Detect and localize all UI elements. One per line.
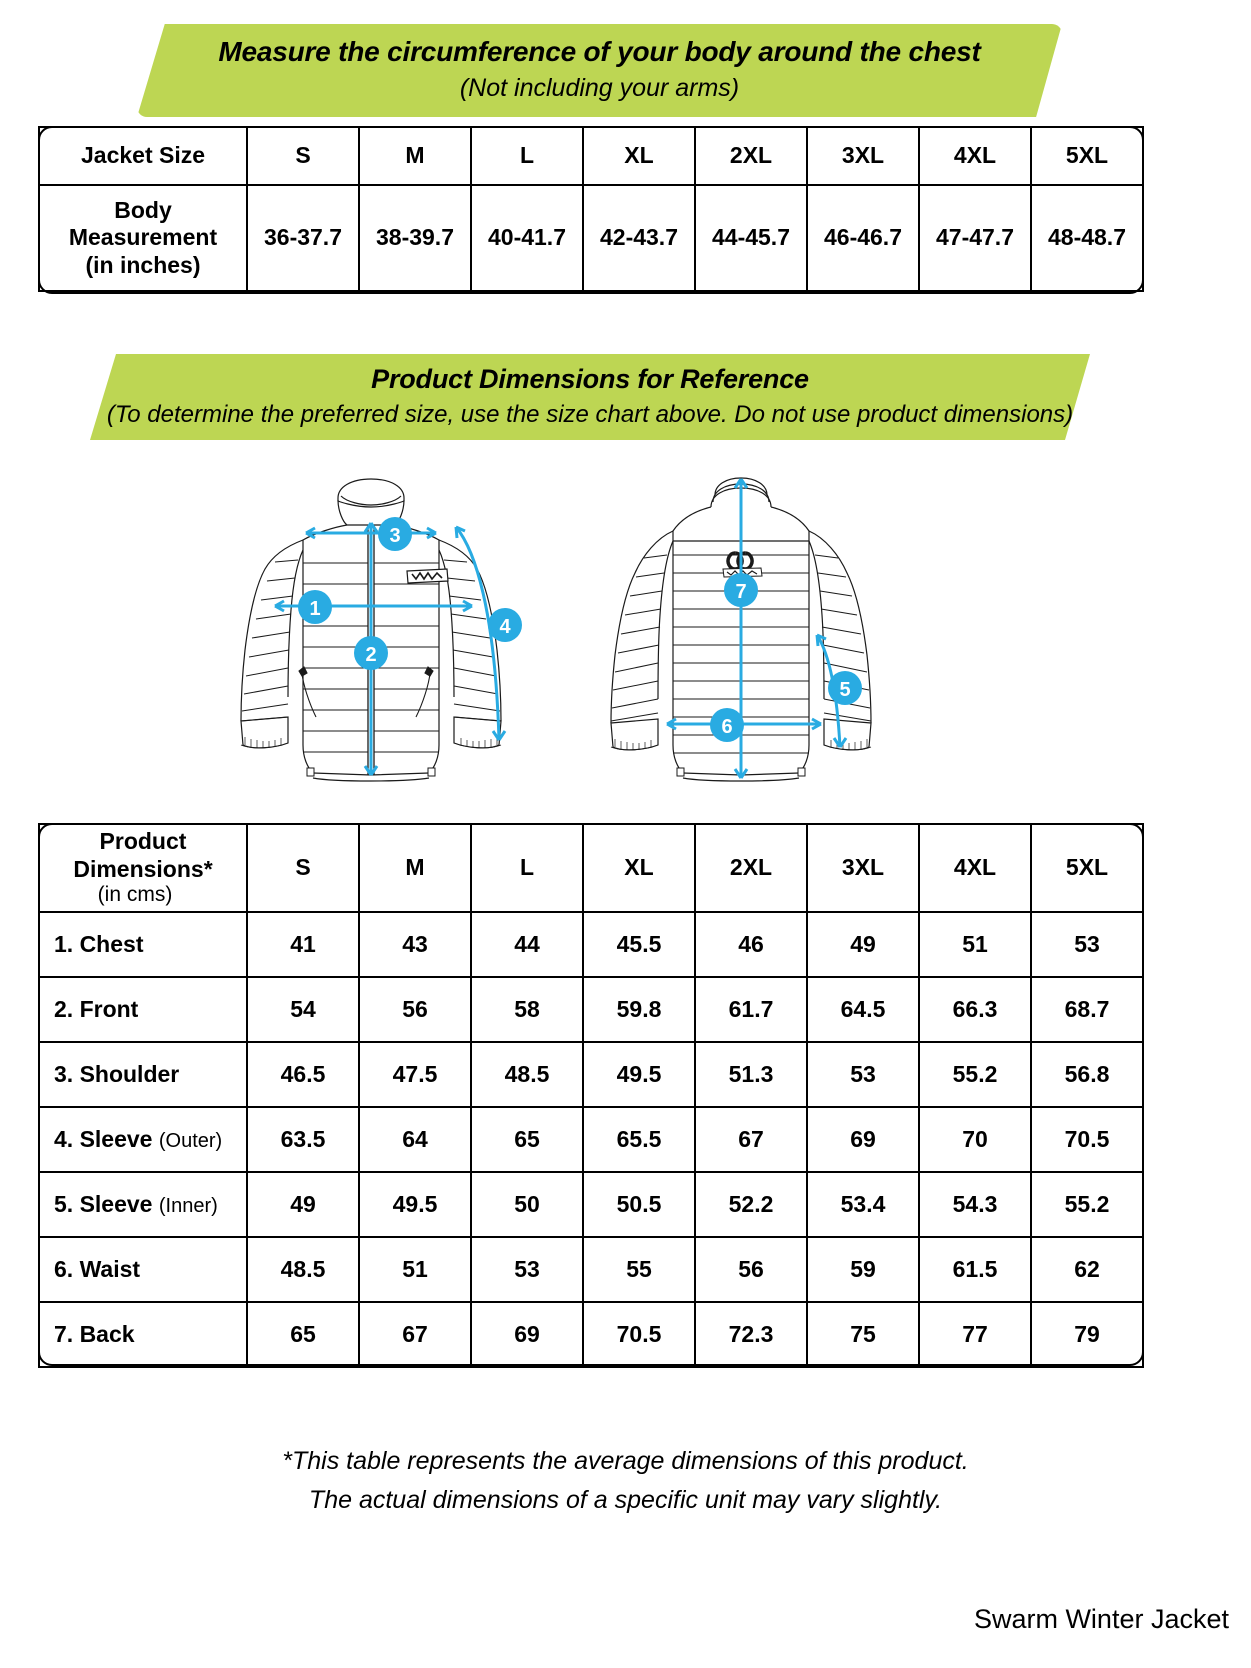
cell: 50.5	[583, 1172, 695, 1237]
callout-2-label: 2	[365, 644, 377, 666]
cell: 41	[247, 912, 359, 977]
product-dimensions-banner	[90, 354, 1090, 440]
header-size-m: M	[359, 127, 471, 185]
header-jacket-size: Jacket Size	[39, 127, 247, 185]
cell-measurement-2xl: 44-45.7	[695, 185, 807, 291]
cell: 53	[1031, 912, 1143, 977]
header-dim-size-5xl: 5XL	[1031, 824, 1143, 912]
table-row	[39, 1237, 1143, 1302]
cell: 49.5	[359, 1172, 471, 1237]
cell: 72.3	[695, 1302, 807, 1367]
cell-measurement-s: 36-37.7	[247, 185, 359, 291]
banner-product-title: Product Dimensions for Reference	[371, 364, 809, 394]
header-dim-size-2xl: 2XL	[695, 824, 807, 912]
cell: 54	[247, 977, 359, 1042]
cell: 49.5	[583, 1042, 695, 1107]
cell-measurement-4xl: 47-47.7	[919, 185, 1031, 291]
cell: 64	[359, 1107, 471, 1172]
chest-logo-patch	[407, 569, 448, 583]
row-label-text: 4. Sleeve	[54, 1125, 153, 1152]
cell: 51	[919, 912, 1031, 977]
table-row	[39, 1107, 1143, 1172]
cell-measurement-3xl: 46-46.7	[807, 185, 919, 291]
product-dimensions-table	[38, 823, 1144, 1368]
cell: 70	[919, 1107, 1031, 1172]
header-dim-size-3xl: 3XL	[807, 824, 919, 912]
cell: 48.5	[247, 1237, 359, 1302]
cell: 70.5	[1031, 1107, 1143, 1172]
row-label-text: 3. Shoulder	[54, 1060, 180, 1087]
cell-measurement-xl: 42-43.7	[583, 185, 695, 291]
cell-measurement-5xl: 48-48.7	[1031, 185, 1143, 291]
table-row	[39, 1172, 1143, 1237]
back-measure-arrows	[667, 479, 846, 778]
row-label-back	[39, 1302, 247, 1367]
row-label-text: 2. Front	[54, 995, 139, 1022]
cell: 64.5	[807, 977, 919, 1042]
cell: 65	[471, 1107, 583, 1172]
header-product-dimensions	[39, 824, 247, 912]
banner-chest-title: Measure the circumference of your body around the chest	[218, 36, 981, 67]
footnote	[0, 1442, 1251, 1520]
cell: 49	[807, 912, 919, 977]
callout-5-label: 5	[839, 679, 851, 701]
cell: 44	[471, 912, 583, 977]
cell: 59	[807, 1237, 919, 1302]
row-label-sleeve-inner	[39, 1172, 247, 1237]
header-dim-size-s: S	[247, 824, 359, 912]
header-dim-size-4xl: 4XL	[919, 824, 1031, 912]
header-dim-size-l: L	[471, 824, 583, 912]
cell: 62	[1031, 1237, 1143, 1302]
body-measurement-line2: Measurement	[68, 224, 218, 251]
cell: 52.2	[695, 1172, 807, 1237]
cell: 55.2	[919, 1042, 1031, 1107]
cell: 79	[1031, 1302, 1143, 1367]
footnote-line-2: The actual dimensions of a specific unit may vary slightly.	[308, 1485, 943, 1514]
body-measurement-line3: (in inches)	[85, 251, 201, 278]
cell: 43	[359, 912, 471, 977]
cell: 70.5	[583, 1302, 695, 1367]
product-name: Swarm Winter Jacket	[973, 1604, 1229, 1634]
cell: 66.3	[919, 977, 1031, 1042]
callout-6-label: 6	[721, 716, 733, 738]
cell: 56.8	[1031, 1042, 1143, 1107]
header-dim-size-xl: XL	[583, 824, 695, 912]
cell: 47.5	[359, 1042, 471, 1107]
table-row-header	[39, 824, 1143, 912]
cell: 46	[695, 912, 807, 977]
cell: 63.5	[247, 1107, 359, 1172]
row-label-shoulder	[39, 1042, 247, 1107]
label-body-measurement	[39, 185, 247, 291]
header-size-5xl: 5XL	[1031, 127, 1143, 185]
cell: 59.8	[583, 977, 695, 1042]
cell: 51	[359, 1237, 471, 1302]
cell: 65	[247, 1302, 359, 1367]
banner-product-subtitle: (To determine the preferred size, use the size chart above. Do not use product dimensions)	[106, 401, 1074, 428]
header-dim-size-m: M	[359, 824, 471, 912]
callout-3-label: 3	[389, 525, 401, 547]
callout-7-label: 7	[735, 581, 747, 603]
header-size-3xl: 3XL	[807, 127, 919, 185]
cell: 48.5	[471, 1042, 583, 1107]
row-label-note: (Inner)	[158, 1194, 218, 1217]
cell-measurement-l: 40-41.7	[471, 185, 583, 291]
cell-measurement-m: 38-39.7	[359, 185, 471, 291]
cell: 58	[471, 977, 583, 1042]
callout-1-label: 1	[309, 598, 321, 620]
header-product-dimensions-label: Product Dimensions*	[73, 828, 213, 882]
cell: 56	[695, 1237, 807, 1302]
cell: 68.7	[1031, 977, 1143, 1042]
header-size-xl: XL	[583, 127, 695, 185]
cell: 75	[807, 1302, 919, 1367]
cell: 45.5	[583, 912, 695, 977]
cell: 56	[359, 977, 471, 1042]
table-row	[39, 1302, 1143, 1367]
cell: 46.5	[247, 1042, 359, 1107]
header-product-dimensions-unit: (in cms)	[97, 882, 173, 906]
row-label-text: 5. Sleeve	[54, 1190, 153, 1217]
cell: 53	[471, 1237, 583, 1302]
cell: 53	[807, 1042, 919, 1107]
row-label-text: 7. Back	[54, 1320, 135, 1347]
table-row-body-measurement	[39, 185, 1143, 291]
cell: 55	[583, 1237, 695, 1302]
banner-chest-subtitle: (Not including your arms)	[459, 74, 740, 102]
cell: 69	[807, 1107, 919, 1172]
table-row	[39, 1042, 1143, 1107]
row-label-text: 1. Chest	[54, 930, 144, 957]
header-size-s: S	[247, 127, 359, 185]
row-label-sleeve-outer	[39, 1107, 247, 1172]
body-measurement-line1: Body	[114, 197, 172, 224]
cell: 65.5	[583, 1107, 695, 1172]
table-row	[39, 977, 1143, 1042]
table-row-header	[39, 127, 1143, 185]
cell: 61.5	[919, 1237, 1031, 1302]
cell: 61.7	[695, 977, 807, 1042]
cell: 67	[695, 1107, 807, 1172]
cell: 51.3	[695, 1042, 807, 1107]
footnote-line-1: *This table represents the average dimensions of this product.	[282, 1447, 969, 1475]
cell: 54.3	[919, 1172, 1031, 1237]
size-chart-table	[38, 126, 1144, 292]
table-row	[39, 912, 1143, 977]
row-label-waist	[39, 1237, 247, 1302]
cell: 77	[919, 1302, 1031, 1367]
row-label-note: (Outer)	[158, 1129, 223, 1152]
header-size-4xl: 4XL	[919, 127, 1031, 185]
cell: 55.2	[1031, 1172, 1143, 1237]
cell: 49	[247, 1172, 359, 1237]
chest-measure-banner	[137, 24, 1062, 117]
row-label-text: 6. Waist	[54, 1255, 141, 1282]
header-size-l: L	[471, 127, 583, 185]
row-label-front	[39, 977, 247, 1042]
row-label-chest	[39, 912, 247, 977]
header-size-2xl: 2XL	[695, 127, 807, 185]
cell: 50	[471, 1172, 583, 1237]
jacket-illustration	[175, 445, 1045, 825]
callout-4-label: 4	[499, 616, 511, 638]
cell: 67	[359, 1302, 471, 1367]
cell: 69	[471, 1302, 583, 1367]
cell: 53.4	[807, 1172, 919, 1237]
